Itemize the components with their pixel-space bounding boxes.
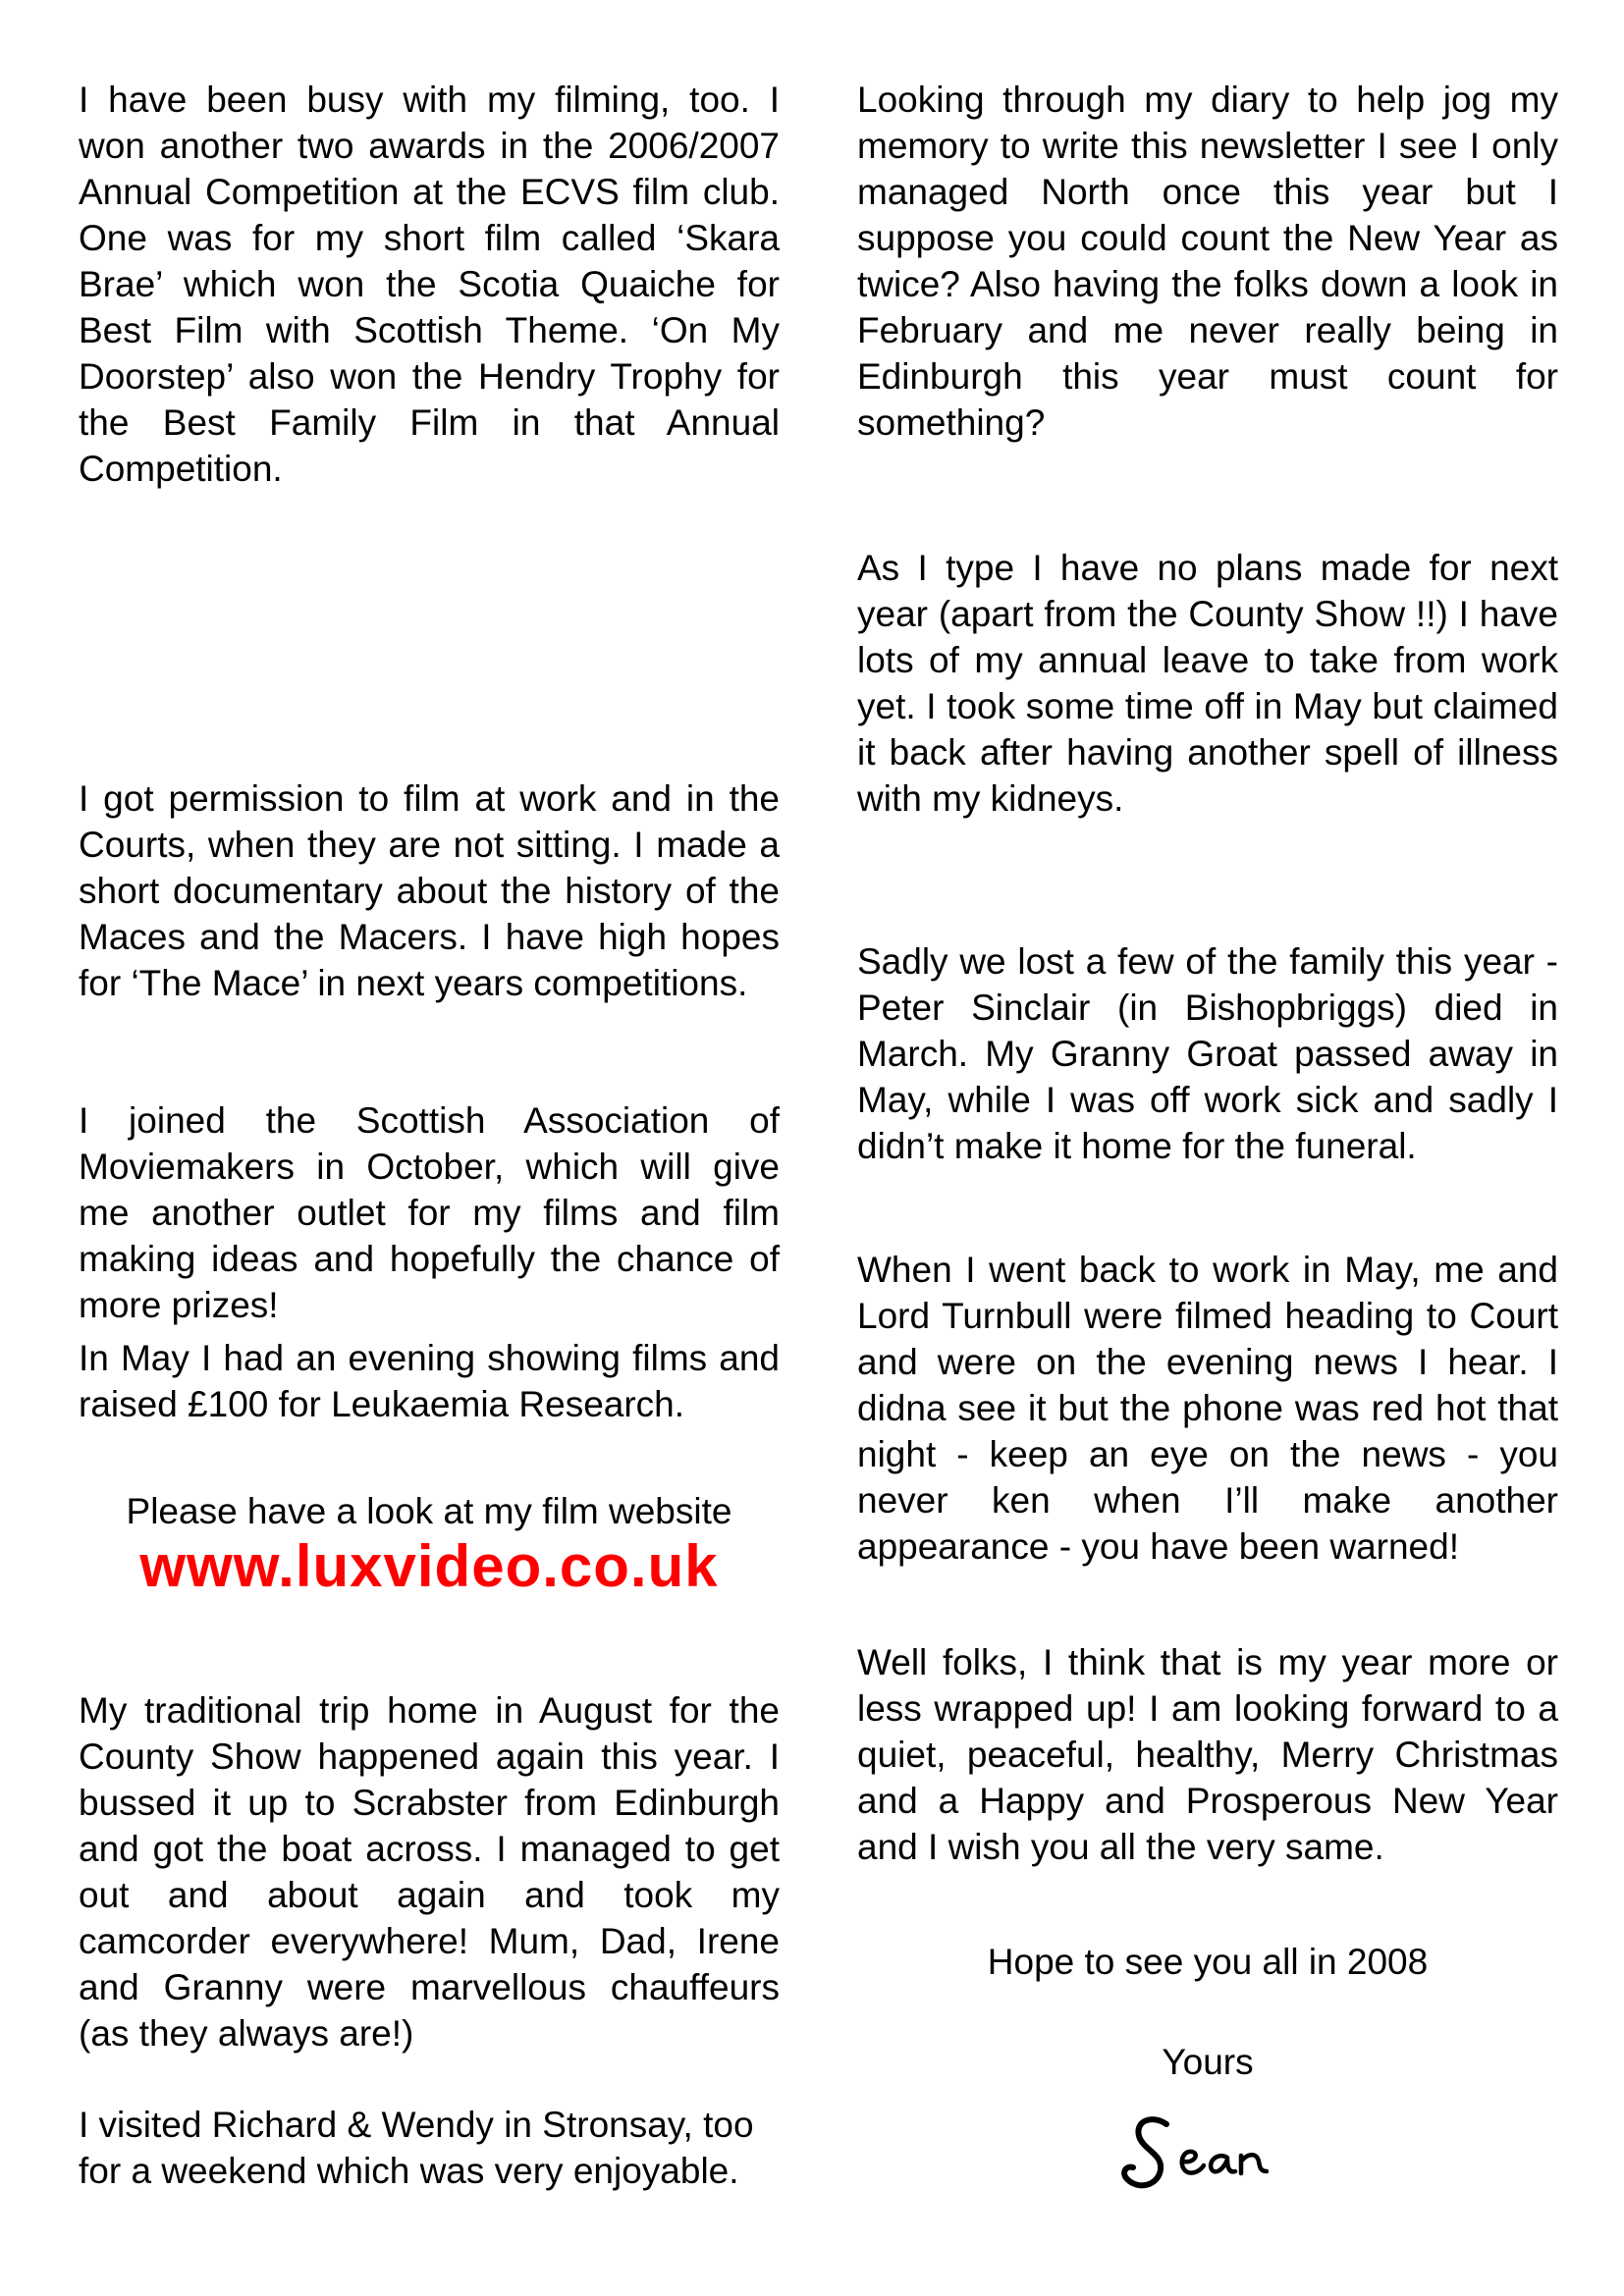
closing-line: Hope to see you all in 2008 (987, 1942, 1429, 1982)
paragraph-moviemakers-association: I joined the Scottish Association of Moviemakers in October, which will give me another outlet for my films and film making ideas and hopefully the chance of more prizes! (79, 1100, 780, 1325)
paragraph-family-losses: Sadly we lost a few of the family this year - Peter Sinclair (in Bishopbriggs) died in March. My Granny Groat passed away in May, while I was off work sick and sadly I didn’t make it home for the funeral. (857, 941, 1558, 1166)
paragraph-leukaemia-fundraiser: In May I had an evening showing films and raised £100 for Leukaemia Research. (79, 1338, 780, 1424)
website-promo (79, 1488, 780, 1599)
website-intro-text: Please have a look at my film website (126, 1491, 732, 1531)
paragraph-season-greetings: Well folks, I think that is my year more or less wrapped up! I am looking forward to a quiet, peaceful, healthy, Merry Christmas and a Happy and Prosperous New Year and I wish you all the very same. (857, 1642, 1558, 1867)
paragraph-stronsay-visit: I visited Richard & Wendy in Stronsay, too for a weekend which was very enjoyable. (79, 2105, 754, 2191)
paragraph-evening-news: When I went back to work in May, me and Lord Turnbull were filmed heading to Court and were on the evening news I hear. I didna see it but the phone was red hot that night - keep an eye on the news - you never ken when I’ll make another appearance - you have been warned! (857, 1250, 1558, 1567)
paragraph-county-show-trip: My traditional trip home in August for the County Show happened again this year. I bussed it up to Scrabster from Edinburgh and got the boat across. I managed to get out and about again and took my camcorder everywhere! Mum, Dad, Irene and Granny were marvellous chauffeurs (as they always are!) (79, 1690, 780, 2054)
signature (857, 2107, 1558, 2210)
signature-image (1110, 2107, 1306, 2205)
paragraph-next-year-plans: As I type I have no plans made for next year (apart from the County Show !!) I have lots of my annual leave to take from work yet. I took some time off in May but claimed it back after having another spell of illness with my kidneys. (857, 548, 1558, 819)
website-link[interactable]: www.luxvideo.co.uk (139, 1533, 719, 1599)
paragraph-filming-awards: I have been busy with my filming, too. I won another two awards in the 2006/2007 Annual Competition at the ECVS film club. One was for my short film called ‘Skara Brae’ which won the Scotia Quaiche for Best Film with Scottish Theme. ‘On My Doorstep’ also won the Hendry Trophy for the Best Family Film in that Annual Competition. (79, 80, 780, 489)
paragraph-filming-at-work: I got permission to film at work and in the Courts, when they are not sitting. I made a short documentary about the history of the Maces and the Macers. I have high hopes for ‘The Mace’ in next years competitions. (79, 778, 780, 1003)
paragraph-diary: Looking through my diary to help jog my memory to write this newsletter I see I only managed North once this year but I suppose you could count the New Year as twice? Also having the folks down a look in February and me never really being in Edinburgh this year must count for something? (857, 80, 1558, 443)
sign-off: Yours (1162, 2042, 1254, 2082)
